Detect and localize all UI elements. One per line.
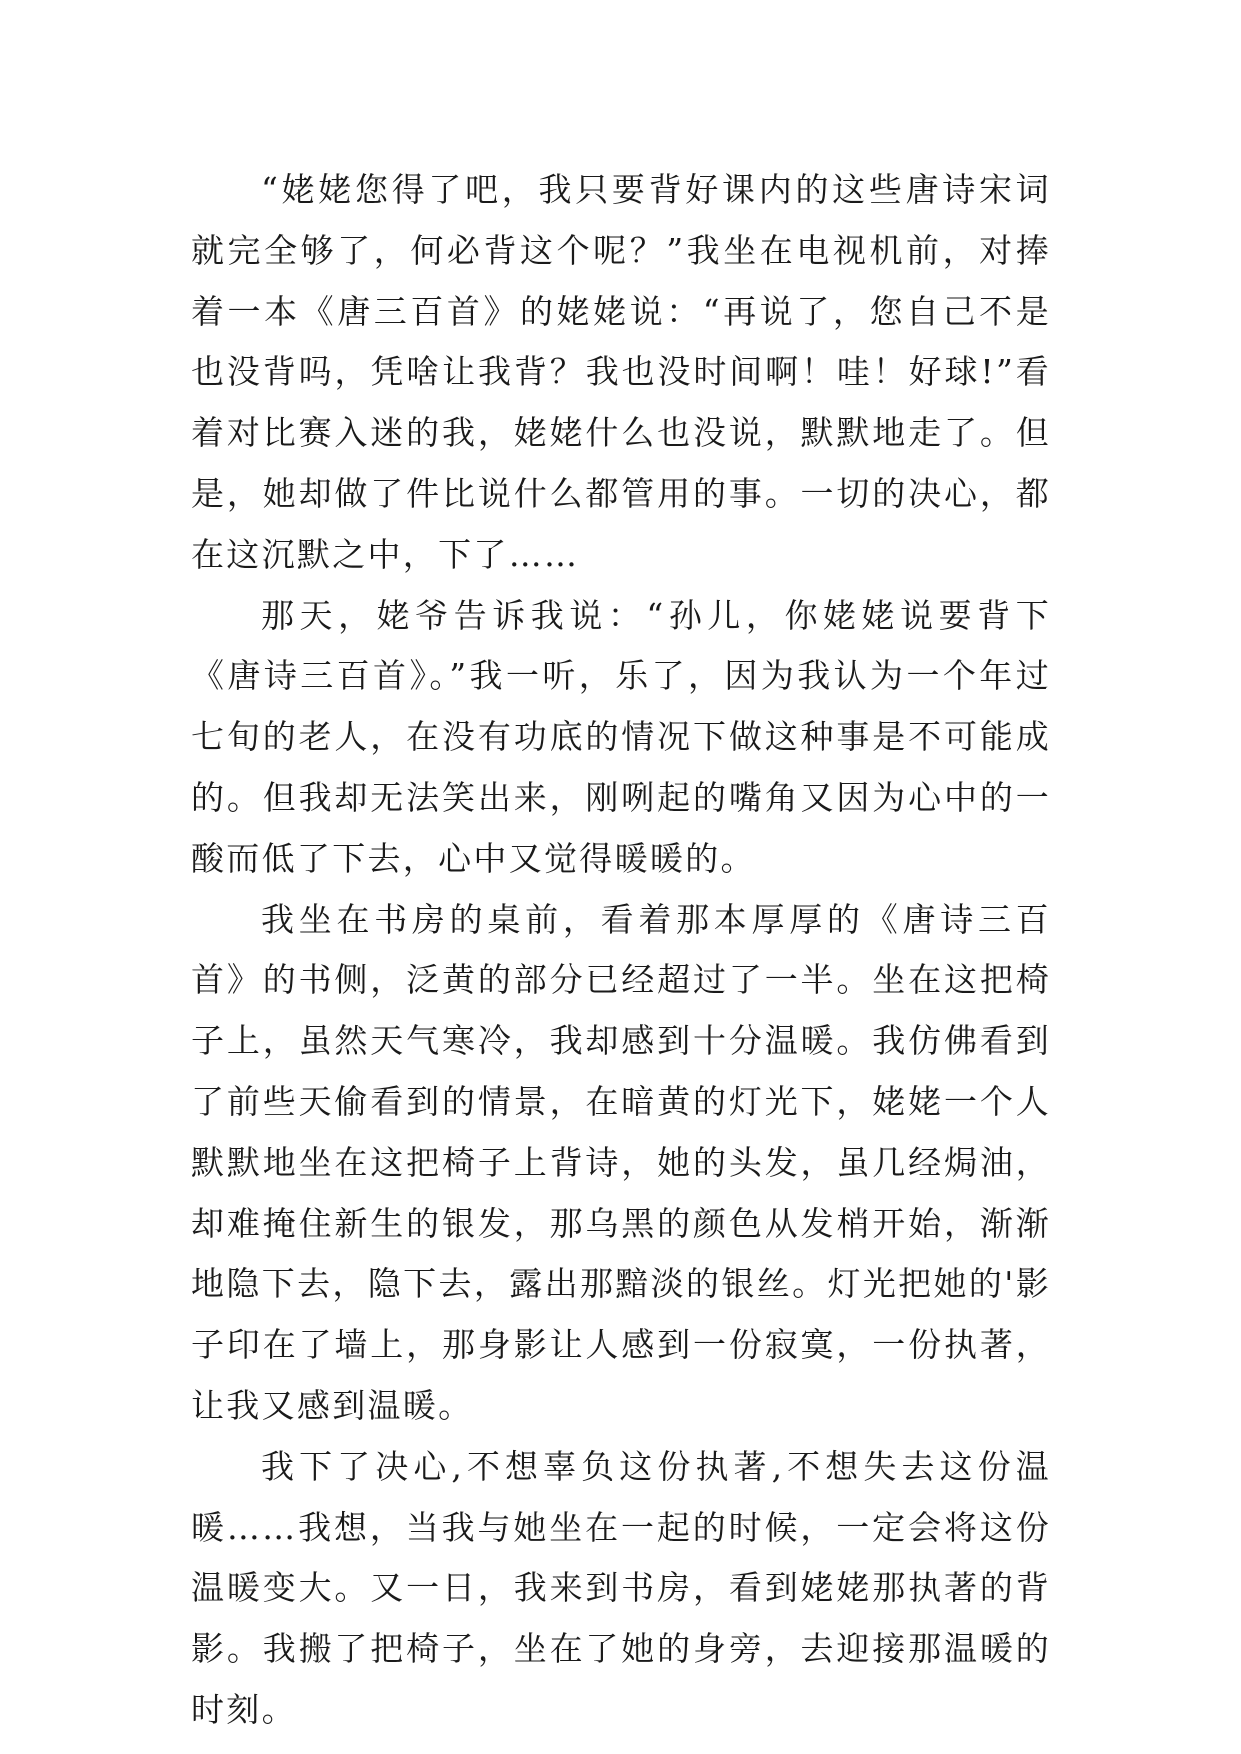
paragraph-2: 那天，姥爷告诉我说：“孙儿，你姥姥说要背下《唐诗三百首》。”我一听，乐了，因为我认为一个年过七旬的老人，在没有功底的情况下做这种事是不可能成的。但我却无法笑出来，刚咧起的嘴角又因为心中的一酸而低了下去，心中又觉得暖暖的。 (191, 595, 1051, 878)
paragraph-3: 我坐在书房的桌前，看着那本厚厚的《唐诗三百首》的书侧，泛黄的部分已经超过了一半。坐在这把椅子上，虽然天气寒冷，我却感到十分温暖。我仿佛看到了前些天偷看到的情景，在暗黄的灯光下，姥姥一个人默默地坐在这把椅子上背诗，她的头发，虽几经焗油，却难掩住新生的银发，那乌黑的颜色从发梢开始，渐渐地隐下去，隐下去，露出那黯淡的银丝。灯光把她的'影子印在了墙上，那身影让人感到一份寂寞，一份执著，让我又感到温暖。 (191, 899, 1051, 1425)
paragraph-1: “姥姥您得了吧，我只要背好课内的这些唐诗宋词就完全够了，何必背这个呢？”我坐在电视机前，对捧着一本《唐三百首》的姥姥说：“再说了，您自己不是也没背吗，凭啥让我背？我也没时间啊！哇！好球!”看着对比赛入迷的我，姥姥什么也没说，默默地走了。但是，她却做了件比说什么都管用的事。一切的决心，都在这沉默之中，下了…… (191, 170, 1051, 574)
paragraph-4: 我下了决心,不想辜负这份执著,不想失去这份温暖……我想，当我与她坐在一起的时候，一定会将这份温暖变大。又一日，我来到书房，看到姥姥那执著的背影。我搬了把椅子，坐在了她的身旁，去迎接那温暖的时刻。 (191, 1446, 1051, 1729)
document-body (191, 160, 1051, 1741)
